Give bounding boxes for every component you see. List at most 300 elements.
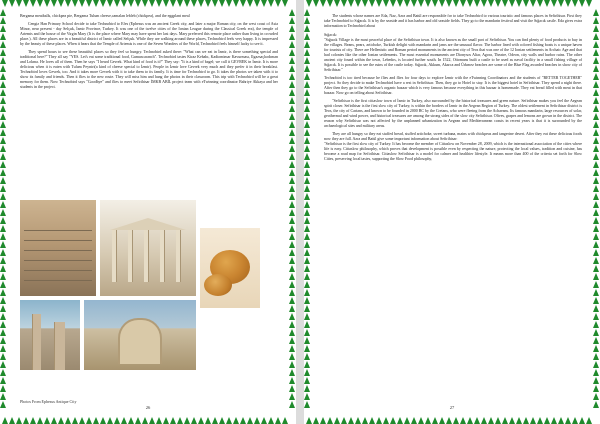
triangle-ornament [163,0,169,7]
paragraph: "Sığacık Village is the most peaceful place of the Sefirihisar town. It is also known as the small port of Sefirihisar. You can find plenty of food products to buy in the villages. Beans, pears, artichoke, Turkish delight with mandarin and jams are the unusual flavor. The harbor lined with colored fishing boats is a unique haven for tourists of city. There are Hellenistic and Roman period monuments in the ancient city of Teos that was one of the 12 Ionian settlements in Archaic Age and that had colonies like the other Ionian settlements. The most essential monuments are Dionysos Altar, Agora, Theatre, Odeon, city walls and harbor ruins. The other ancient city found within the town, Lebedos, is located further south. In 1522, Ottomans built a castle to be used as naval facility in a small fishing village of Sığacık. It is possible to see the ruins of the castle today. Sığacık, Akkum, Akarca and Ürkmez beaches are some of the Blue Flag awarded beaches in show city of Sefirihisar." [324,37,582,72]
triangle-ornament [289,233,295,240]
triangle-ornament [327,0,333,7]
triangle-ornament [0,169,6,176]
triangle-ornament [149,0,155,7]
triangle-ornament [390,0,396,7]
triangle-ornament [304,105,310,112]
triangle-ornament [304,169,310,176]
triangle-ornament [579,0,585,7]
triangle-ornament [502,0,508,7]
triangle-ornament [0,241,6,248]
triangle-ornament [0,65,6,72]
triangle-ornament [289,65,295,72]
triangle-ornament [304,209,310,216]
triangle-ornament [304,177,310,184]
triangle-ornament [219,0,225,7]
triangle-ornament [593,249,599,256]
triangle-ornament [51,417,57,424]
left-page [0,0,296,424]
triangle-ornament [58,0,64,7]
triangle-ornament [289,137,295,144]
triangle-ornament [240,417,246,424]
triangle-ornament [304,41,310,48]
triangle-ornament [304,121,310,128]
triangle-ornament [282,0,288,7]
paragraph: "Sefirihisar is the first cittaslow town of İzmir in Turkey, also surrounded by the historical treasures and green nature. Sefirihisar makes you feel the Aegean spirit closer. Sefirihisar is the first slow city of Turkey, is within the borders of İzmir in the Aegean Region of Turkey. The oldest settlement in Sefirihisar district is Teos, the city of Carians, and known to be founded in 2000 BC by the Cretans, who were fleeing from the Achaeans. Its famous mandarin, large resources of solar, geothermal and wind power, and historical treasures are among the strong sides of the slow city Sefirihisar. Olives, grapes and lemons are grown in the district. The reason why Sefirihisar was not affected by the unplanned urbanization in Aegean and Mediterranean coasts in recent years is that it is surrounded by the archaeological sites and military areas. [324,98,582,128]
triangle-ornament [0,145,6,152]
triangle-ornament [304,385,310,392]
triangle-ornament [289,297,295,304]
triangle-ornament [0,297,6,304]
triangle-ornament [304,369,310,376]
triangle-ornament [304,217,310,224]
triangle-ornament [593,105,599,112]
triangle-border-right [593,0,600,424]
triangle-ornament [0,153,6,160]
triangle-ornament [593,361,599,368]
ruins-pillar-photo [20,300,80,370]
triangle-ornament [376,0,382,7]
triangle-border-left [304,0,311,424]
paragraph: Technobird is too tired because he flies and flies for four days to explore İzmir with the eTwinning Coordinators and the students of "BETTER TOGETHER" project. So they decide to make Technobird have a rest in Sefirihisar. Then, they go to Hotel to stay. It is the biggest hotel in Sefirihisar. They spend a night there. After then they go to the Sefirihisar's organic bazaar which is very famous because everything in this bazaar is homemade. They eat bread filled with meat in that bazaar. Now go on telling about Sefirihisar. [324,75,582,95]
triangle-ornament [516,0,522,7]
triangle-ornament [355,0,361,7]
triangle-ornament [593,161,599,168]
triangle-ornament [304,145,310,152]
triangle-ornament [289,17,295,24]
triangle-ornament [121,0,127,7]
triangle-ornament [304,97,310,104]
triangle-ornament [593,273,599,280]
triangle-ornament [304,233,310,240]
triangle-ornament [289,33,295,40]
triangle-ornament [474,0,480,7]
triangle-ornament [404,0,410,7]
triangle-ornament [93,417,99,424]
triangle-ornament [593,65,599,72]
triangle-ornament [289,145,295,152]
triangle-ornament [530,417,536,424]
triangle-ornament [233,0,239,7]
ancient-theater-photo [20,200,96,296]
triangle-ornament [439,0,445,7]
triangle-ornament [0,201,6,208]
triangle-ornament [289,217,295,224]
triangle-ornament [593,89,599,96]
triangle-ornament [0,89,6,96]
triangle-ornament [304,305,310,312]
triangle-border-top [0,0,296,7]
triangle-ornament [0,361,6,368]
triangle-ornament [0,177,6,184]
triangle-ornament [341,417,347,424]
triangle-ornament [128,417,134,424]
triangle-ornament [304,185,310,192]
triangle-ornament [488,417,494,424]
triangle-ornament [432,0,438,7]
triangle-ornament [170,417,176,424]
triangle-ornament [198,417,204,424]
triangle-ornament [0,281,6,288]
triangle-ornament [516,417,522,424]
triangle-ornament [163,417,169,424]
right-page-text [324,13,582,164]
triangle-ornament [304,49,310,56]
triangle-ornament [304,321,310,328]
triangle-ornament [446,417,452,424]
triangle-ornament [593,217,599,224]
triangle-ornament [593,233,599,240]
triangle-ornament [289,321,295,328]
triangle-ornament [177,0,183,7]
triangle-ornament [275,417,281,424]
triangle-ornament [304,113,310,120]
triangle-ornament [593,9,599,16]
triangle-ornament [304,361,310,368]
triangle-ornament [467,417,473,424]
triangle-ornament [23,417,29,424]
triangle-ornament [0,289,6,296]
triangle-ornament [0,129,6,136]
triangle-ornament [593,209,599,216]
triangle-ornament [304,313,310,320]
triangle-ornament [593,201,599,208]
triangle-ornament [593,41,599,48]
triangle-ornament [72,0,78,7]
triangle-ornament [0,249,6,256]
triangle-ornament [304,33,310,40]
triangle-ornament [51,0,57,7]
triangle-ornament [304,201,310,208]
triangle-ornament [593,193,599,200]
triangle-ornament [289,81,295,88]
triangle-ornament [289,113,295,120]
triangle-ornament [425,0,431,7]
triangle-ornament [523,0,529,7]
triangle-ornament [0,113,6,120]
triangle-ornament [304,329,310,336]
triangle-ornament [0,57,6,64]
triangle-ornament [289,177,295,184]
triangle-ornament [593,313,599,320]
triangle-ornament [0,185,6,192]
triangle-ornament [537,0,543,7]
triangle-ornament [0,121,6,128]
triangle-ornament [275,0,281,7]
triangle-ornament [304,225,310,232]
triangle-ornament [9,0,15,7]
triangle-ornament [593,369,599,376]
triangle-ornament [495,0,501,7]
triangle-ornament [474,417,480,424]
triangle-ornament [579,417,585,424]
triangle-ornament [593,305,599,312]
triangle-ornament [16,0,22,7]
triangle-ornament [289,281,295,288]
triangle-ornament [304,161,310,168]
triangle-ornament [0,33,6,40]
triangle-ornament [593,353,599,360]
triangle-ornament [247,0,253,7]
photo-caption: Photos From Ephesus Antique City [20,399,77,404]
triangle-ornament [44,0,50,7]
triangle-ornament [0,209,6,216]
triangle-ornament [0,233,6,240]
triangle-ornament [593,169,599,176]
triangle-ornament [593,113,599,120]
triangle-ornament [593,281,599,288]
triangle-ornament [348,417,354,424]
triangle-ornament [0,337,6,344]
triangle-ornament [219,417,225,424]
photo-collage [20,200,260,370]
triangle-ornament [289,73,295,80]
triangle-ornament [593,33,599,40]
triangle-border-bottom [304,417,600,424]
triangle-ornament [289,257,295,264]
triangle-ornament [593,185,599,192]
triangle-ornament [128,0,134,7]
triangle-ornament [304,25,310,32]
triangle-ornament [593,297,599,304]
triangle-ornament [530,0,536,7]
triangle-ornament [0,305,6,312]
triangle-ornament [313,0,319,7]
triangle-ornament [289,361,295,368]
triangle-ornament [0,393,6,400]
paragraph: They spend hours to see these beautiful places so they feel so hungry. Technobird asked there: "What can we eat in İzmir, is there something special and traditional here?" They all say "YES. Let's eat some traditional food, Gumuscaranch". Technobird tastes Kiraz Kebabı, Kadiomimar Kavurması, Ilgazsaçlıodıman and Lokma. He loves all of them. Then he says "I heard Gevrek. What kind of food is it?" They say: "It is a kind of bagel; we call it GEVREK in İzmir. It is more delicious when it is eaten with Tulum Peyniri(a kind of cheese special to İzmir). People in İzmir love Gevrek very much and they prefer it in their breakfast. Technobird loves Gevrek, too. And it takes more Gevrek with it to take them to its family. It is time for Technobird to go. It takes the photos we taken with it to show its family and friends. Then it flies to the new route. They will miss him and hang the photos in their classroom. This trip with Technobird will be a great memory for them. Now Technobird says "Goodbye" and flies to meet Sefirihisar İMKB ABİL project team with eTwinning coordinator Bahriye Akkaya and her students in the project. [20,49,278,89]
triangle-ornament [593,337,599,344]
triangle-ornament [282,417,288,424]
triangle-ornament [411,417,417,424]
triangle-ornament [481,0,487,7]
triangle-border-left [0,0,7,424]
triangle-ornament [254,0,260,7]
triangle-ornament [304,241,310,248]
triangle-ornament [558,0,564,7]
triangle-ornament [0,313,6,320]
triangle-ornament [304,393,310,400]
triangle-ornament [212,0,218,7]
triangle-ornament [348,0,354,7]
triangle-ornament [191,417,197,424]
triangle-ornament [320,0,326,7]
triangle-ornament [304,73,310,80]
triangle-ornament [397,417,403,424]
triangle-ornament [304,297,310,304]
triangle-ornament [593,225,599,232]
triangle-ornament [404,417,410,424]
triangle-ornament [334,0,340,7]
triangle-ornament [0,353,6,360]
triangle-ornament [320,417,326,424]
triangle-ornament [551,0,557,7]
triangle-ornament [411,0,417,7]
triangle-ornament [289,337,295,344]
triangle-ornament [30,0,36,7]
triangle-ornament [355,417,361,424]
paragraph: "Sefirihisar is the first slow city of Turkey. It has become the member of Cittaslow on November 28, 2009, which is the international association of the cities where life is easy. Cittaslow philosophy, which proves that development is possible even by respecting the nature, protecting the local values, tradition and cuisine, has become a road map for Sefirihisar. Cittaslow Sefirihisar is a model for calmer and healthier lifestyle. It means more than 400 of the criteria set forth for Slow Cities, preserving local tastes, supporting the Slow Food philosophy, [324,141,582,161]
triangle-ornament [289,185,295,192]
triangle-ornament [0,9,6,16]
triangle-ornament [226,417,232,424]
triangle-ornament [142,0,148,7]
triangle-ornament [593,177,599,184]
triangle-ornament [0,369,6,376]
triangle-ornament [418,417,424,424]
triangle-ornament [593,137,599,144]
triangle-ornament [0,257,6,264]
triangle-ornament [551,417,557,424]
triangle-ornament [537,417,543,424]
triangle-ornament [37,0,43,7]
triangle-ornament [289,353,295,360]
triangle-ornament [100,417,106,424]
triangle-ornament [142,417,148,424]
triangle-ornament [289,305,295,312]
triangle-ornament [593,265,599,272]
triangle-ornament [304,65,310,72]
triangle-ornament [289,345,295,352]
triangle-ornament [212,417,218,424]
triangle-ornament [369,417,375,424]
triangle-ornament [390,417,396,424]
triangle-ornament [334,417,340,424]
triangle-ornament [565,417,571,424]
triangle-ornament [593,25,599,32]
triangle-ornament [86,0,92,7]
triangle-ornament [135,0,141,7]
triangle-ornament [304,265,310,272]
triangle-ornament [289,249,295,256]
triangle-ornament [593,385,599,392]
celsus-library-photo [100,200,196,296]
triangle-ornament [304,249,310,256]
triangle-ornament [289,97,295,104]
triangle-ornament [304,57,310,64]
triangle-ornament [205,417,211,424]
triangle-ornament [289,377,295,384]
triangle-ornament [65,417,71,424]
paragraph: The students whose names are Eda, Naz, Azra and Batül are responsible for to take Technobird to various touristic and famous places in Sefirihisar. First they take Technobird to Sığacık. It is by the seaside and it has harbor and old seaside fields. They go to the mandarin festival and visit the Sığacık castle. Eda gives extra information to Technobird about [324,13,582,28]
triangle-ornament [304,273,310,280]
triangle-ornament [79,417,85,424]
triangle-ornament [460,417,466,424]
triangle-ornament [509,0,515,7]
triangle-ornament [114,0,120,7]
triangle-ornament [341,0,347,7]
triangle-ornament [313,417,319,424]
triangle-ornament [446,0,452,7]
triangle-ornament [593,81,599,88]
triangle-ornament [289,241,295,248]
triangle-ornament [0,17,6,24]
triangle-ornament [0,273,6,280]
triangle-ornament [593,321,599,328]
triangle-ornament [586,417,592,424]
triangle-ornament [304,377,310,384]
triangle-ornament [509,417,515,424]
triangle-ornament [261,0,267,7]
triangle-ornament [289,105,295,112]
triangle-ornament [114,417,120,424]
triangle-ornament [289,201,295,208]
triangle-ornament [289,129,295,136]
triangle-ornament [289,169,295,176]
triangle-ornament [0,49,6,56]
triangle-ornament [304,137,310,144]
triangle-ornament [0,265,6,272]
triangle-ornament [0,161,6,168]
triangle-ornament [100,0,106,7]
book-gutter [296,0,304,424]
triangle-ornament [289,25,295,32]
triangle-ornament [58,417,64,424]
triangle-ornament [289,313,295,320]
triangle-ornament [304,153,310,160]
gevrek-bread-photo [200,228,260,308]
triangle-border-bottom [0,417,296,424]
triangle-ornament [0,105,6,112]
triangle-ornament [593,393,599,400]
triangle-ornament [226,0,232,7]
triangle-ornament [72,417,78,424]
triangle-ornament [289,193,295,200]
triangle-ornament [184,417,190,424]
triangle-ornament [107,0,113,7]
triangle-ornament [79,0,85,7]
triangle-ornament [289,121,295,128]
triangle-ornament [593,257,599,264]
triangle-ornament [453,0,459,7]
triangle-ornament [191,0,197,7]
triangle-border-right [289,0,296,424]
triangle-ornament [593,377,599,384]
triangle-ornament [9,417,15,424]
triangle-ornament [37,417,43,424]
triangle-ornament [289,289,295,296]
triangle-ornament [304,17,310,24]
triangle-ornament [439,417,445,424]
triangle-ornament [0,345,6,352]
triangle-ornament [397,0,403,7]
triangle-ornament [0,329,6,336]
triangle-ornament [369,0,375,7]
triangle-ornament [0,193,6,200]
triangle-ornament [0,73,6,80]
triangle-ornament [572,0,578,7]
triangle-ornament [289,369,295,376]
triangle-ornament [16,417,22,424]
triangle-ornament [523,417,529,424]
triangle-ornament [304,9,310,16]
paragraph: They are all hungry so they eat stuffed bread, stuffed artichoke, sweet turbana, mains with chickpeas and tangerine desert. After they eat these delicious foods now they are full. Azra and Batül give some important information about Sefirihisar: [324,131,582,141]
ancient-gate-photo [84,300,196,370]
triangle-ornament [304,345,310,352]
triangle-ornament [93,0,99,7]
triangle-ornament [0,385,6,392]
triangle-ornament [572,417,578,424]
triangle-ornament [593,153,599,160]
triangle-ornament [268,0,274,7]
triangle-ornament [149,417,155,424]
triangle-ornament [121,417,127,424]
triangle-ornament [0,377,6,384]
triangle-ornament [240,0,246,7]
triangle-ornament [544,417,550,424]
triangle-ornament [495,417,501,424]
triangle-ornament [304,257,310,264]
